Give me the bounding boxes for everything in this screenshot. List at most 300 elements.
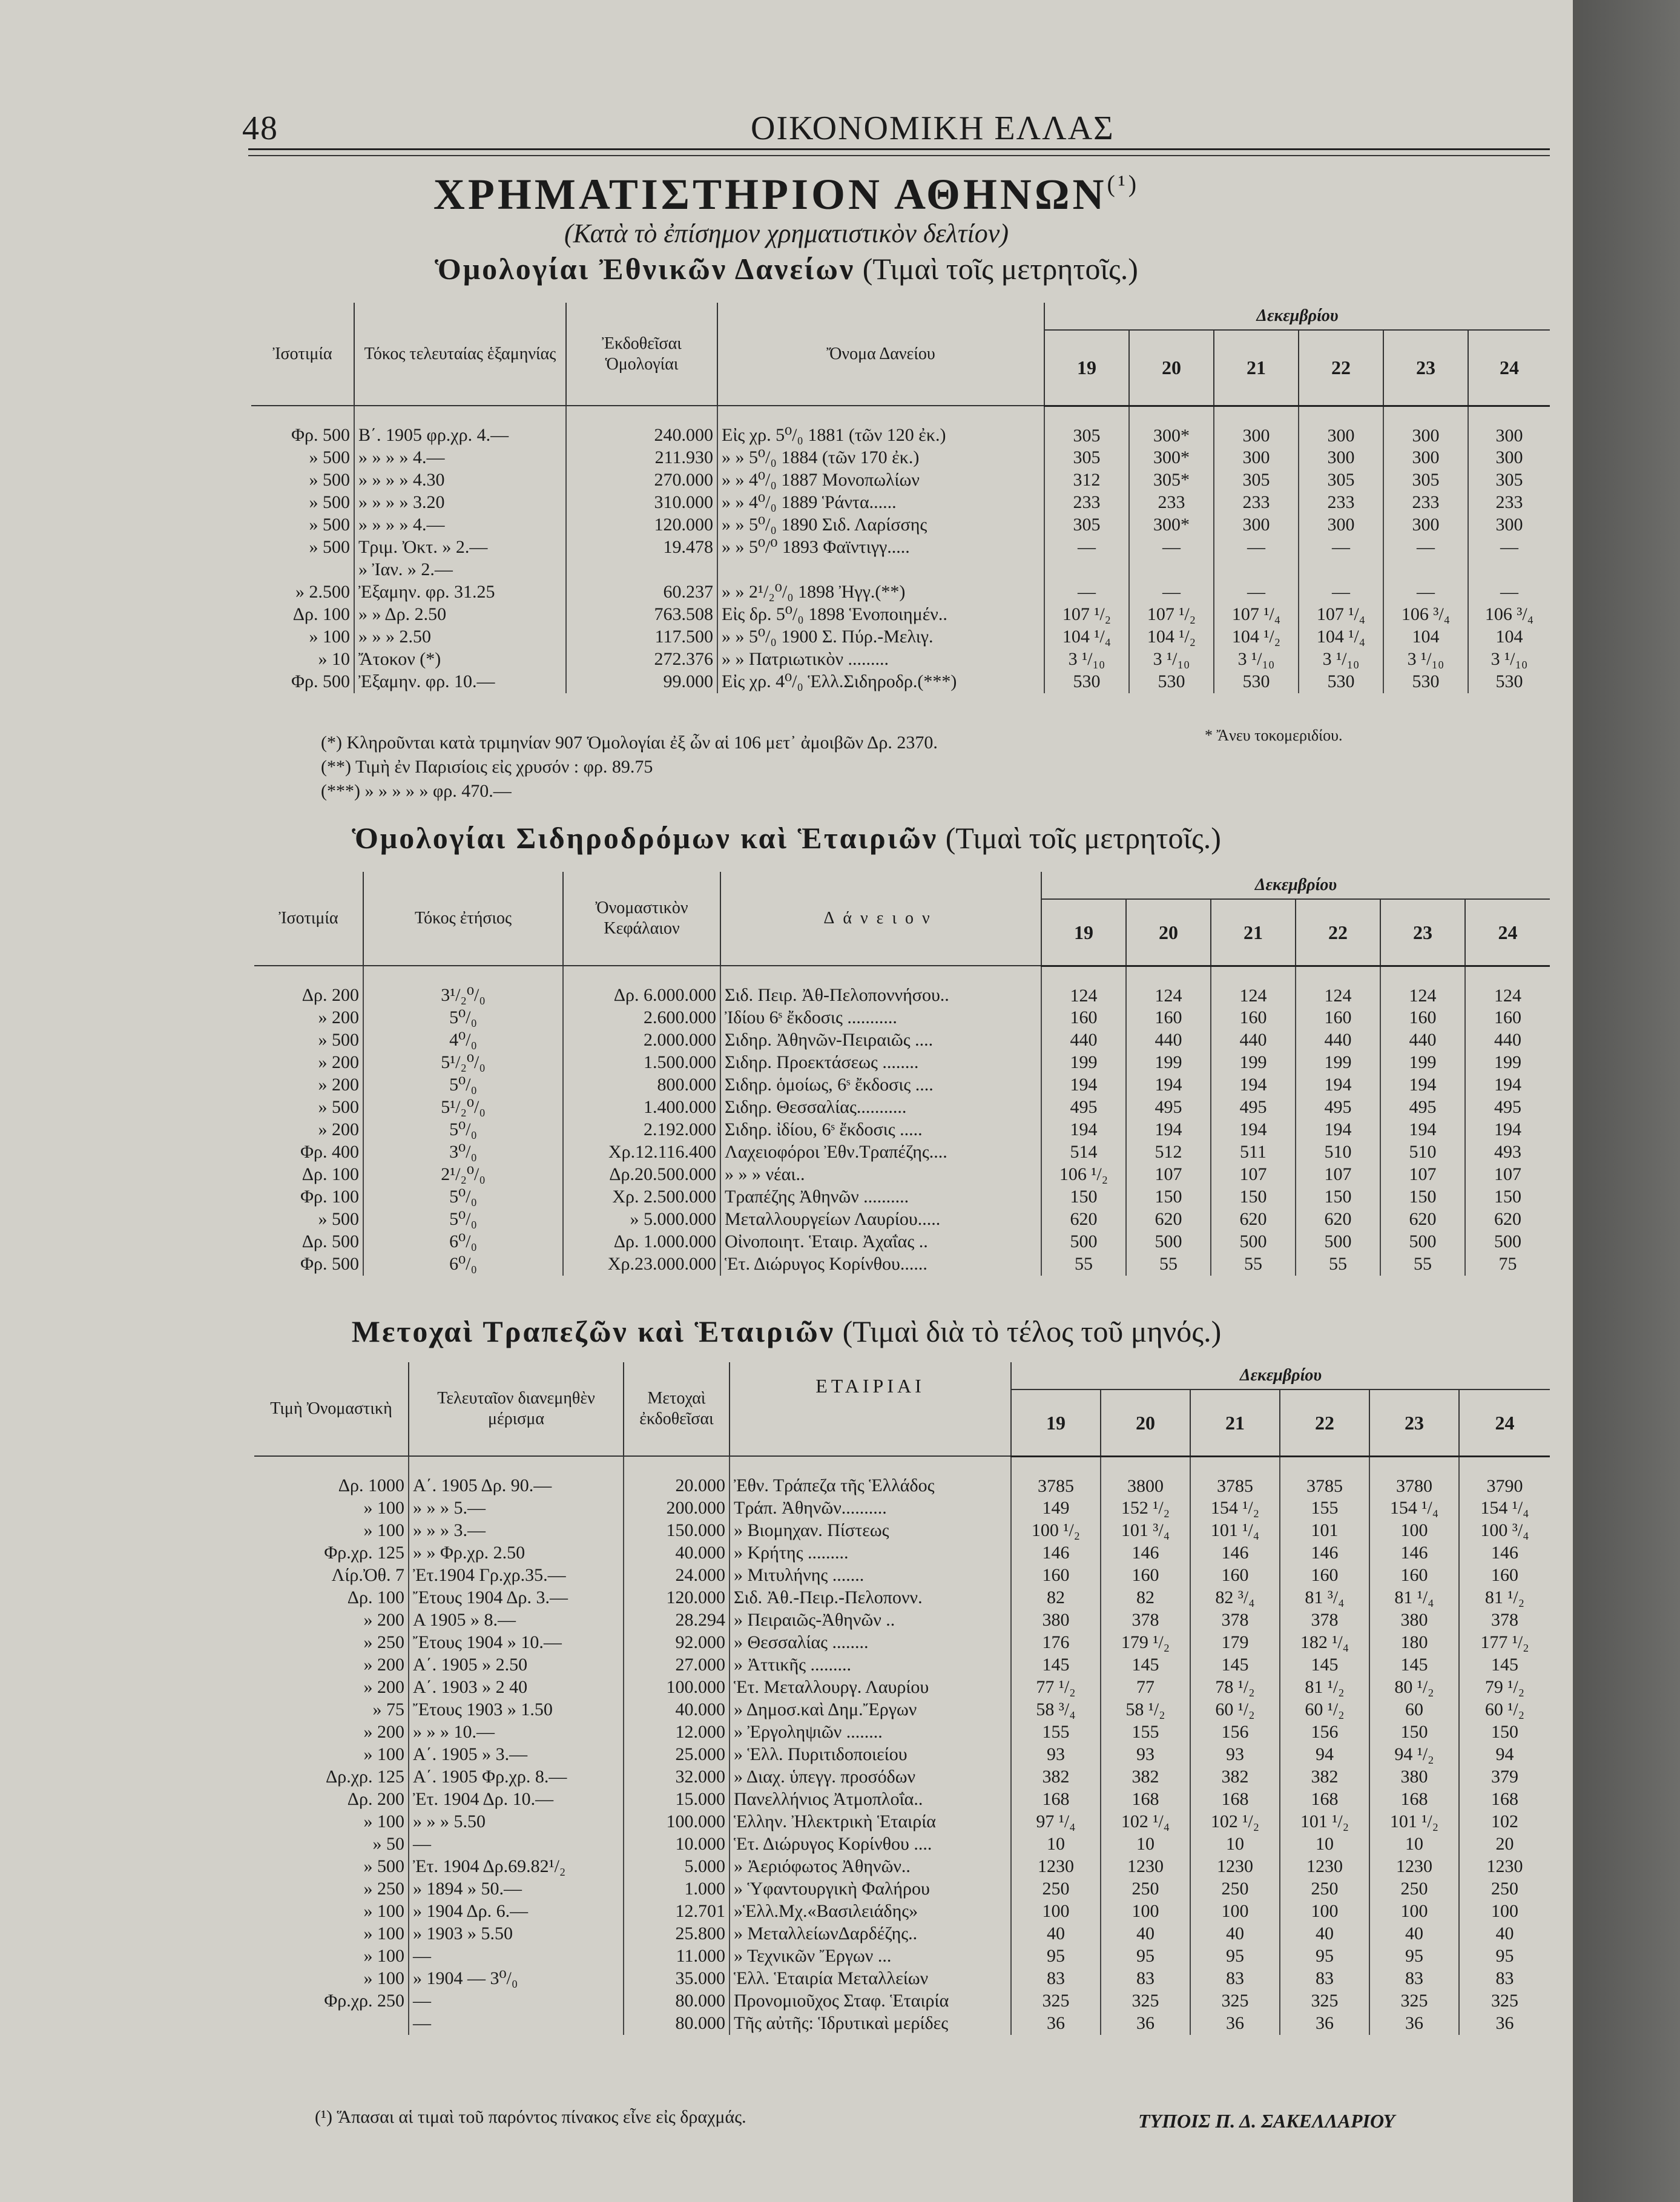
price-cell: 199 xyxy=(1126,1052,1211,1074)
price-cell: 81 ¹/₂ xyxy=(1280,1676,1369,1699)
price-cell: 530 xyxy=(1044,671,1129,693)
price-cell: 233 xyxy=(1495,492,1523,512)
loan-name-cell: » » 4⁰/₀ 1889 Ῥάντα...... xyxy=(717,492,1044,514)
price-cell: 58 ³/₄ xyxy=(1011,1699,1101,1721)
table-row xyxy=(254,1609,1550,1632)
interest-cell: 5⁰/₀ xyxy=(363,1119,563,1141)
loan-name-cell: » » » νέαι.. xyxy=(720,1164,1041,1186)
coupon-cell: Τριμ. Ὀκτ. » 2.— xyxy=(354,536,566,559)
table-row xyxy=(254,1029,1550,1052)
price-cell: 97 ¹/₄ xyxy=(1011,1811,1101,1833)
table-row xyxy=(254,1497,1550,1520)
day-header: 23 xyxy=(1369,1389,1459,1456)
price-cell: 380 xyxy=(1369,1609,1459,1632)
printer-imprint: ΤΥΠΟΙΣ Π. Δ. ΣΑΚΕΛΛΑΡΙΟΥ xyxy=(1138,2110,1395,2132)
par-cell: » 500 xyxy=(251,492,354,514)
price-cell: 160 xyxy=(1280,1564,1369,1587)
price-cell: 160 xyxy=(1369,1564,1459,1587)
price-cell: 100 xyxy=(1011,1900,1101,1923)
price-cell xyxy=(1044,559,1129,581)
price-cell: 83 xyxy=(1190,1968,1280,1990)
price-cell: 305* xyxy=(1129,469,1214,492)
price-cell: 440 xyxy=(1296,1029,1380,1052)
loan-name-cell: Τραπέζης Ἀθηνῶν .......... xyxy=(720,1186,1041,1208)
price-cell: 102 ¹/₂ xyxy=(1190,1811,1280,1833)
price-cell: 150 xyxy=(1369,1721,1459,1744)
loan-name-cell: Ἰδίου 6ˢ ἔκδοσις ........... xyxy=(720,1007,1041,1029)
par-cell: » 100 xyxy=(254,1900,409,1923)
company-cell: Ἑλλ. Ἑταιρία Μεταλλείων xyxy=(730,1968,1011,1990)
company-cell: Ἑτ. Μεταλλουργ. Λαυρίου xyxy=(730,1676,1011,1699)
price-cell: 305 xyxy=(1044,406,1129,447)
price-cell: 378 xyxy=(1190,1609,1280,1632)
price-cell: 620 xyxy=(1380,1208,1465,1231)
price-cell: 83 xyxy=(1369,1968,1459,1990)
par-cell: » 2.500 xyxy=(251,581,354,604)
price-cell: 156 xyxy=(1280,1721,1369,1744)
price-cell: 124 xyxy=(1296,966,1380,1007)
shares-cell: 40.000 xyxy=(624,1699,730,1721)
price-cell: 81 ¹/₂ xyxy=(1484,1587,1525,1607)
par-cell: Φρ. 500 xyxy=(251,671,354,693)
coupon-cell: » » » » 4.— xyxy=(354,514,566,536)
price-cell: 55 xyxy=(1041,1253,1126,1276)
price-cell: 300 xyxy=(1299,514,1383,536)
price-cell: 3785 xyxy=(1190,1456,1280,1497)
shares-cell: 200.000 xyxy=(624,1497,730,1520)
price-cell: 305 xyxy=(1495,469,1523,490)
price-cell: 300 xyxy=(1383,447,1468,469)
price-cell: 40 xyxy=(1495,1923,1514,1943)
table-row xyxy=(254,2012,1550,2035)
par-cell: » 500 xyxy=(251,447,354,469)
price-cell: 194 xyxy=(1296,1074,1380,1096)
price-cell: — xyxy=(1129,536,1214,559)
dividend-cell: » 1903 » 5.50 xyxy=(409,1923,624,1945)
price-cell: 150 xyxy=(1494,1186,1521,1207)
issued-cell: 19.478 xyxy=(566,536,717,559)
price-cell: 100 xyxy=(1101,1900,1190,1923)
issued-cell: 272.376 xyxy=(566,648,717,671)
price-cell: 620 xyxy=(1041,1208,1126,1231)
price-cell: 149 xyxy=(1011,1497,1101,1520)
bank-company-shares-table xyxy=(254,1362,1550,2035)
price-cell: 94 ¹/₂ xyxy=(1369,1744,1459,1766)
price-cell: 382 xyxy=(1011,1766,1101,1788)
day-header: 20 xyxy=(1129,330,1214,406)
price-cell: 160 xyxy=(1296,1007,1380,1029)
price-cell: 179 ¹/₂ xyxy=(1101,1632,1190,1654)
price-cell: 36 xyxy=(1369,2012,1459,2035)
par-cell: » 200 xyxy=(254,1609,409,1632)
par-cell: » 500 xyxy=(251,469,354,492)
table-row xyxy=(254,1654,1550,1676)
dividend-cell: Ἔτους 1904 Δρ. 3.— xyxy=(409,1587,624,1609)
loan-name-cell: » » 5⁰/₀ 1890 Σιδ. Λαρίσσης xyxy=(717,514,1044,536)
price-cell: 100 ¹/₂ xyxy=(1011,1520,1101,1542)
price-cell: 81 ³/₄ xyxy=(1280,1587,1369,1609)
price-cell: 233 xyxy=(1383,492,1468,514)
company-cell: Προνομιοῦχος Σταφ. Ἑταιρία xyxy=(730,1990,1011,2012)
price-cell: 199 xyxy=(1380,1052,1465,1074)
price-cell: 495 xyxy=(1211,1096,1296,1119)
price-cell: 150 xyxy=(1126,1186,1211,1208)
table-row xyxy=(254,1676,1550,1699)
col-header-dividend: Τελευταῖον διανεμηθὲν μέρισμα xyxy=(409,1362,624,1456)
price-cell: 145 xyxy=(1101,1654,1190,1676)
col-header-month: Δεκεμβρίου xyxy=(1044,303,1550,330)
issued-cell: 99.000 xyxy=(566,671,717,693)
price-cell: 168 xyxy=(1369,1788,1459,1811)
dividend-cell: Α΄. 1905 Φρ.χρ. 8.— xyxy=(409,1766,624,1788)
table-row xyxy=(251,536,1550,559)
page-title-footnote-mark: (¹) xyxy=(1107,170,1140,197)
price-cell: 233 xyxy=(1044,492,1129,514)
price-cell: 250 xyxy=(1101,1878,1190,1900)
issued-cell: 60.237 xyxy=(566,581,717,604)
capital-cell: 2.000.000 xyxy=(563,1029,720,1052)
price-cell: 82 ³/₄ xyxy=(1190,1587,1280,1609)
price-cell: 95 xyxy=(1190,1945,1280,1968)
price-cell: 150 xyxy=(1296,1186,1380,1208)
company-cell: Σιδ. Ἀθ.-Πειρ.-Πελοπονν. xyxy=(730,1587,1011,1609)
par-cell: Φρ.χρ. 125 xyxy=(254,1542,409,1564)
shares-cell: 150.000 xyxy=(624,1520,730,1542)
loan-name-cell: Οἰνοποιητ. Ἑταιρ. Ἀχαΐας .. xyxy=(720,1231,1041,1253)
price-cell: — xyxy=(1044,581,1129,604)
table-row xyxy=(251,559,1550,581)
coupon-cell: » » » » 4.— xyxy=(354,447,566,469)
price-cell: 3 ¹/₁₀ xyxy=(1383,648,1468,671)
interest-cell: 5⁰/₀ xyxy=(363,1186,563,1208)
coupon-cell: » » » 2.50 xyxy=(354,626,566,648)
price-cell: 146 xyxy=(1190,1542,1280,1564)
par-cell: Δρ. 100 xyxy=(254,1587,409,1609)
price-cell: 3785 xyxy=(1280,1456,1369,1497)
price-cell: 154 ¹/₂ xyxy=(1190,1497,1280,1520)
issued-cell: 240.000 xyxy=(566,406,717,447)
price-cell: 3790 xyxy=(1486,1475,1523,1496)
col-header-issued: Ἐκδοθεῖσαι Ὁμολογίαι xyxy=(566,303,717,406)
price-cell: 3 ¹/₁₀ xyxy=(1299,648,1383,671)
table-row xyxy=(254,1520,1550,1542)
price-cell: 145 xyxy=(1369,1654,1459,1676)
price-cell: 300 xyxy=(1214,406,1299,447)
table-row xyxy=(254,1900,1550,1923)
par-cell: » 500 xyxy=(254,1096,363,1119)
price-cell: 199 xyxy=(1211,1052,1296,1074)
table-row xyxy=(254,1007,1550,1029)
par-cell: Λίρ.Ὀθ. 7 xyxy=(254,1564,409,1587)
price-cell: 40 xyxy=(1280,1923,1369,1945)
price-cell: 40 xyxy=(1011,1923,1101,1945)
price-cell: — xyxy=(1044,536,1129,559)
price-cell: 100 xyxy=(1280,1900,1369,1923)
price-cell: 300 xyxy=(1383,406,1468,447)
company-cell: » Βιομηχαν. Πίστεως xyxy=(730,1520,1011,1542)
shares-cell: 15.000 xyxy=(624,1788,730,1811)
price-cell: 160 xyxy=(1380,1007,1465,1029)
price-cell: 510 xyxy=(1296,1141,1380,1164)
price-cell: 80 ¹/₂ xyxy=(1369,1676,1459,1699)
price-cell: 168 xyxy=(1280,1788,1369,1811)
price-cell: 93 xyxy=(1190,1744,1280,1766)
col-header-loan-name: Ὄνομα Δανείου xyxy=(717,303,1044,406)
dividend-cell: — xyxy=(409,1990,624,2012)
coupon-cell: » » Δρ. 2.50 xyxy=(354,604,566,626)
price-cell: 145 xyxy=(1011,1654,1101,1676)
price-cell: 325 xyxy=(1491,1990,1518,2011)
loan-name-cell: » » 5⁰/₀ 1884 (τῶν 170 ἐκ.) xyxy=(717,447,1044,469)
par-cell xyxy=(251,559,354,581)
coupon-cell: » » » » 3.20 xyxy=(354,492,566,514)
table-row xyxy=(254,1074,1550,1096)
price-cell: 620 xyxy=(1296,1208,1380,1231)
price-cell: 36 xyxy=(1280,2012,1369,2035)
price-cell: 104 ¹/₂ xyxy=(1129,626,1214,648)
price-cell: 95 xyxy=(1369,1945,1459,1968)
price-cell: 620 xyxy=(1126,1208,1211,1231)
price-cell: 94 xyxy=(1495,1744,1514,1764)
price-cell: 150 xyxy=(1211,1186,1296,1208)
table-row xyxy=(254,1119,1550,1141)
par-cell: » 100 xyxy=(254,1811,409,1833)
col-header-par: Ἰσοτιμία xyxy=(251,303,354,406)
footer-note: (¹) Ἅπασαι αἱ τιμαὶ τοῦ παρόντος πίνακος εἶνε εἰς δραχμάς. xyxy=(315,2107,746,2127)
par-cell: » 100 xyxy=(254,1497,409,1520)
dividend-cell: Ἐτ.1904 Γρ.χρ.35.— xyxy=(409,1564,624,1587)
dividend-cell: » 1904 — 3⁰/₀ xyxy=(409,1968,624,1990)
price-cell: 82 xyxy=(1011,1587,1101,1609)
issued-cell xyxy=(566,559,717,581)
day-header: 22 xyxy=(1299,330,1383,406)
company-cell: » Ἀεριόφωτος Ἀθηνῶν.. xyxy=(730,1856,1011,1878)
price-cell: 81 ¹/₄ xyxy=(1369,1587,1459,1609)
company-cell: » Ἀττικῆς ......... xyxy=(730,1654,1011,1676)
loan-name-cell: Λαχειοφόροι Ἐθν.Τραπέζης.... xyxy=(720,1141,1041,1164)
par-cell: Φρ. 500 xyxy=(254,1253,363,1276)
dividend-cell: — xyxy=(409,1833,624,1856)
price-cell: 3 ¹/₁₀ xyxy=(1491,648,1528,669)
loan-name-cell: Εἰς δρ. 5⁰/₀ 1898 Ἑνοποιημέν.. xyxy=(717,604,1044,626)
dividend-cell: — xyxy=(409,1945,624,1968)
price-cell: 104 ¹/₄ xyxy=(1299,626,1383,648)
table-row xyxy=(254,1231,1550,1253)
price-cell: 3 ¹/₁₀ xyxy=(1044,648,1129,671)
price-cell: 325 xyxy=(1101,1990,1190,2012)
interest-cell: 6⁰/₀ xyxy=(363,1231,563,1253)
company-cell: » Διαχ. ὑπεγγ. προσόδων xyxy=(730,1766,1011,1788)
issued-cell: 120.000 xyxy=(566,514,717,536)
price-cell: 1230 xyxy=(1011,1856,1101,1878)
company-cell: » Τεχνικῶν Ἔργων ... xyxy=(730,1945,1011,1968)
table-row xyxy=(251,447,1550,469)
price-cell: 160 xyxy=(1491,1564,1518,1585)
capital-cell: Δρ. 6.000.000 xyxy=(563,966,720,1007)
par-cell: Δρ. 1000 xyxy=(254,1456,409,1497)
price-cell: 199 xyxy=(1494,1052,1521,1072)
price-cell: 250 xyxy=(1280,1878,1369,1900)
table-row xyxy=(254,1141,1550,1164)
price-cell: 77 xyxy=(1101,1676,1190,1699)
price-cell: 107 ¹/₄ xyxy=(1214,604,1299,626)
price-cell: 378 xyxy=(1101,1609,1190,1632)
coupon-cell: Β΄. 1905 φρ.χρ. 4.— xyxy=(354,406,566,447)
price-cell: 250 xyxy=(1369,1878,1459,1900)
shares-cell: 25.000 xyxy=(624,1744,730,1766)
price-cell: 199 xyxy=(1041,1052,1126,1074)
section3-title-main: Μετοχαὶ Τραπεζῶν καὶ Ἑταιριῶν xyxy=(351,1314,835,1348)
shares-cell: 20.000 xyxy=(624,1456,730,1497)
company-cell: »Ἑλλ.Μχ.«Βασιλειάδης» xyxy=(730,1900,1011,1923)
price-cell: 100 xyxy=(1369,1520,1459,1542)
price-cell: 440 xyxy=(1041,1029,1126,1052)
loan-name-cell: » » 4⁰/₀ 1887 Μονοπωλίων xyxy=(717,469,1044,492)
table-row xyxy=(251,648,1550,671)
price-cell: 325 xyxy=(1011,1990,1101,2012)
price-cell: 194 xyxy=(1380,1119,1465,1141)
price-cell xyxy=(1383,559,1468,581)
price-cell: 312 xyxy=(1044,469,1129,492)
par-cell xyxy=(254,2012,409,2035)
price-cell: 194 xyxy=(1211,1119,1296,1141)
table-row xyxy=(254,1456,1550,1497)
par-cell: Δρ. 200 xyxy=(254,966,363,1007)
price-cell: 1230 xyxy=(1190,1856,1280,1878)
day-header: 22 xyxy=(1280,1389,1369,1456)
dividend-cell: » » » 5.50 xyxy=(409,1811,624,1833)
price-cell: 60 xyxy=(1369,1699,1459,1721)
loan-name-cell: Μεταλλουργείων Λαυρίου..... xyxy=(720,1208,1041,1231)
price-cell: 155 xyxy=(1101,1721,1190,1744)
par-cell: Φρ. 400 xyxy=(254,1141,363,1164)
price-cell: 530 xyxy=(1129,671,1214,693)
price-cell: 3 ¹/₁₀ xyxy=(1129,648,1214,671)
price-cell: 36 xyxy=(1011,2012,1101,2035)
shares-cell: 100.000 xyxy=(624,1676,730,1699)
price-cell: 155 xyxy=(1280,1497,1369,1520)
par-cell: » 100 xyxy=(254,1968,409,1990)
section1-title xyxy=(0,251,1573,286)
price-cell: 40 xyxy=(1101,1923,1190,1945)
company-cell: » Μιτυλήνης ....... xyxy=(730,1564,1011,1587)
interest-cell: 5¹/₂⁰/₀ xyxy=(363,1096,563,1119)
loan-name-cell: Σιδηρ. ὁμοίως, 6ˢ ἔκδοσις .... xyxy=(720,1074,1041,1096)
par-cell: Δρ. 100 xyxy=(254,1164,363,1186)
loan-name-cell: Σιδηρ. ἰδίου, 6ˢ ἔκδοσις ..... xyxy=(720,1119,1041,1141)
price-cell: 305 xyxy=(1214,469,1299,492)
price-cell: 101 xyxy=(1280,1520,1369,1542)
price-cell: 100 xyxy=(1369,1900,1459,1923)
day-header: 24 xyxy=(1465,899,1550,966)
price-cell: 95 xyxy=(1101,1945,1190,1968)
shares-cell: 40.000 xyxy=(624,1542,730,1564)
price-cell: — xyxy=(1500,581,1518,602)
par-cell: » 10 xyxy=(251,648,354,671)
table-row xyxy=(251,581,1550,604)
table-row xyxy=(251,514,1550,536)
price-cell: 3785 xyxy=(1011,1456,1101,1497)
par-cell: » 500 xyxy=(254,1856,409,1878)
price-cell: 182 ¹/₄ xyxy=(1280,1632,1369,1654)
price-cell xyxy=(1129,559,1214,581)
interest-cell: 5⁰/₀ xyxy=(363,1208,563,1231)
price-cell: 104 ¹/₄ xyxy=(1044,626,1129,648)
table-row xyxy=(254,1052,1550,1074)
price-cell: 152 ¹/₂ xyxy=(1101,1497,1190,1520)
company-cell: » ΜεταλλείωνΔαρδέζης.. xyxy=(730,1923,1011,1945)
price-cell: 107 xyxy=(1211,1164,1296,1186)
par-cell: Δρ. 200 xyxy=(254,1788,409,1811)
capital-cell: Χρ.12.116.400 xyxy=(563,1141,720,1164)
dividend-cell: » » » 10.— xyxy=(409,1721,624,1744)
price-cell: 305 xyxy=(1044,447,1129,469)
company-cell: Πανελλήνιος Ἀτμοπλοΐα.. xyxy=(730,1788,1011,1811)
price-cell: 55 xyxy=(1380,1253,1465,1276)
price-cell: 194 xyxy=(1126,1119,1211,1141)
price-cell: 1230 xyxy=(1101,1856,1190,1878)
price-cell: 168 xyxy=(1101,1788,1190,1811)
price-cell: 3 ¹/₁₀ xyxy=(1214,648,1299,671)
price-cell: 150 xyxy=(1041,1186,1126,1208)
government-bonds-table xyxy=(251,303,1550,693)
interest-cell: 3⁰/₀ xyxy=(363,1141,563,1164)
price-cell: 145 xyxy=(1280,1654,1369,1676)
price-cell: 10 xyxy=(1280,1833,1369,1856)
loan-name-cell: Σιδηρ. Ἀθηνῶν-Πειραιῶς .... xyxy=(720,1029,1041,1052)
table-row xyxy=(251,406,1550,447)
loan-name-cell: » » Πατριωτικὸν ......... xyxy=(717,648,1044,671)
price-cell: 146 xyxy=(1101,1542,1190,1564)
par-cell: Δρ. 500 xyxy=(254,1231,363,1253)
par-cell: » 200 xyxy=(254,1721,409,1744)
price-cell: 250 xyxy=(1011,1878,1101,1900)
price-cell: 83 xyxy=(1495,1968,1514,1988)
par-cell: » 100 xyxy=(251,626,354,648)
price-cell: 106 ³/₄ xyxy=(1383,604,1468,626)
railway-company-bonds-table xyxy=(254,872,1550,1276)
price-cell: 233 xyxy=(1299,492,1383,514)
header-rule-thin xyxy=(248,155,1550,156)
table-row xyxy=(254,1856,1550,1878)
price-cell: 160 xyxy=(1041,1007,1126,1029)
coupon-cell: » » » » 4.30 xyxy=(354,469,566,492)
price-cell: 160 xyxy=(1211,1007,1296,1029)
par-cell: » 200 xyxy=(254,1007,363,1029)
price-cell: 300* xyxy=(1129,514,1214,536)
price-cell: 150 xyxy=(1380,1186,1465,1208)
price-cell: 20 xyxy=(1495,1833,1514,1854)
price-cell: 101 ¹/₂ xyxy=(1280,1811,1369,1833)
price-cell: 95 xyxy=(1495,1945,1514,1966)
coupon-cell: Ἐξαμην. φρ. 31.25 xyxy=(354,581,566,604)
price-cell: 300 xyxy=(1383,514,1468,536)
price-cell: 194 xyxy=(1380,1074,1465,1096)
price-cell: — xyxy=(1383,536,1468,559)
dividend-cell: » 1894 » 50.— xyxy=(409,1878,624,1900)
shares-cell: 1.000 xyxy=(624,1878,730,1900)
price-cell: 107 xyxy=(1494,1164,1521,1184)
price-cell: — xyxy=(1383,581,1468,604)
capital-cell: Δρ. 1.000.000 xyxy=(563,1231,720,1253)
loan-name-cell: » » 5⁰/₀ 1900 Σ. Πύρ.-Μελιγ. xyxy=(717,626,1044,648)
price-cell: 382 xyxy=(1101,1766,1190,1788)
price-cell: 194 xyxy=(1296,1119,1380,1141)
price-cell: — xyxy=(1214,536,1299,559)
table-row xyxy=(254,1766,1550,1788)
price-cell: 10 xyxy=(1101,1833,1190,1856)
issued-cell: 117.500 xyxy=(566,626,717,648)
